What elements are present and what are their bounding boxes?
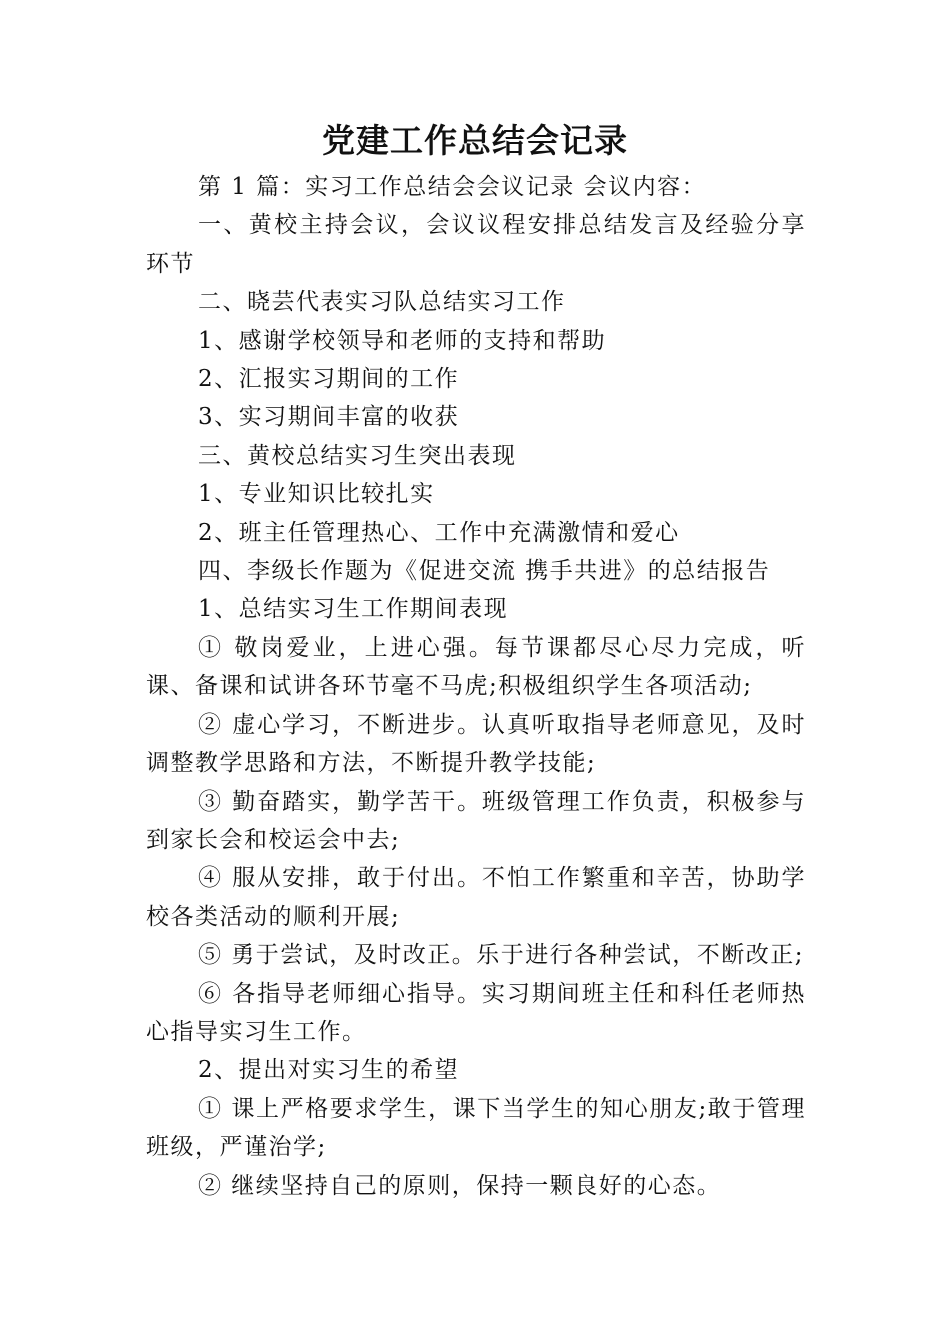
document-title: 党建工作总结会记录 — [322, 121, 628, 160]
paragraph: ④ 服从安排，敢于付出。不怕工作繁重和辛苦，协助学校各类活动的顺利开展; — [146, 865, 806, 930]
paragraph: 1、感谢学校领导和老师的支持和帮助 — [198, 327, 607, 354]
paragraph: 四、李级长作题为《促进交流 携手共进》的总结报告 — [198, 558, 771, 585]
paragraph: ⑥ 各指导老师细心指导。实习期间班主任和科任老师热心指导实习生工作。 — [146, 980, 806, 1045]
paragraph: 2、汇报实习期间的工作 — [198, 366, 460, 393]
paragraph: ② 虚心学习，不断进步。认真听取指导老师意见，及时调整教学思路和方法，不断提升教学技能; — [146, 711, 806, 777]
paragraph: ③ 勤奋踏实，勤学苦干。班级管理工作负责，积极参与到家长会和校运会中去; — [146, 788, 806, 853]
document-body — [146, 168, 806, 1205]
paragraph: 2、提出对实习生的希望 — [198, 1057, 460, 1084]
paragraph: 3、实习期间丰富的收获 — [198, 404, 460, 431]
paragraph: 二、晓芸代表实习队总结实习工作 — [198, 289, 566, 316]
paragraph: 三、黄校总结实习生突出表现 — [198, 442, 517, 469]
paragraph: ② 继续坚持自己的原则，保持一颗良好的心态。 — [198, 1172, 722, 1199]
paragraph: 2、班主任管理热心、工作中充满激情和爱心 — [198, 519, 680, 546]
paragraph: 1、总结实习生工作期间表现 — [198, 596, 509, 623]
paragraph: 一、黄校主持会议，会议议程安排总结发言及经验分享环节 — [146, 212, 806, 277]
paragraph: ① 敬岗爱业，上进心强。每节课都尽心尽力完成，听课、备课和试讲各环节毫不马虎;积极组织学生各项活动; — [146, 634, 806, 700]
paragraph: 第 1 篇：实习工作总结会会议记录 会议内容： — [198, 174, 707, 200]
paragraph: ⑤ 勇于尝试，及时改正。乐于进行各种尝试，不断改正; — [198, 942, 805, 969]
paragraph: 1、专业知识比较扎实 — [198, 481, 435, 508]
paragraph: ① 课上严格要求学生，课下当学生的知心朋友;敢于管理班级，严谨治学; — [146, 1095, 806, 1161]
